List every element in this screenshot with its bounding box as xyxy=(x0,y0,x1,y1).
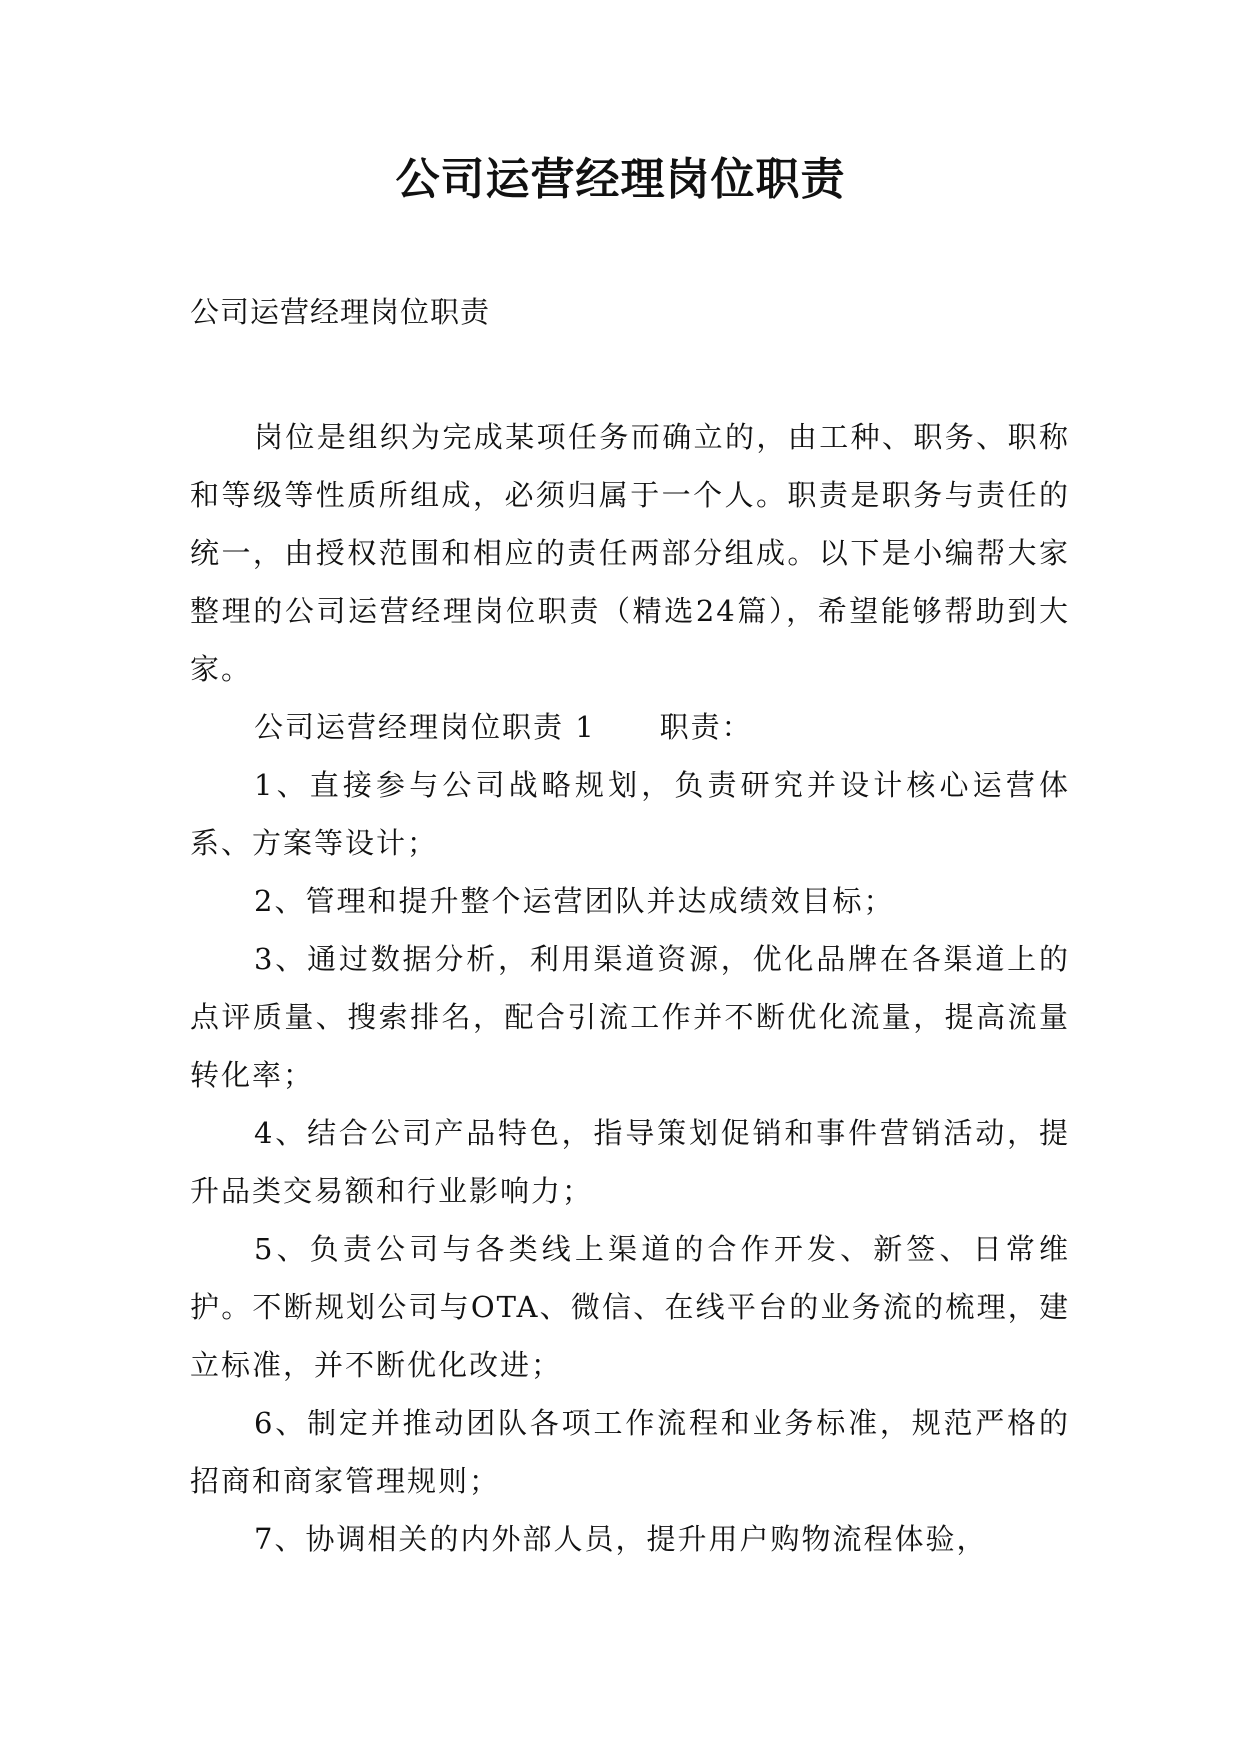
duty-item-4: 4、结合公司产品特色，指导策划促销和事件营销活动，提升品类交易额和行业影响力； xyxy=(190,1116,1070,1208)
section-heading-line xyxy=(190,698,1070,756)
duty-item-2: 2、管理和提升整个运营团队并达成绩效目标； xyxy=(254,884,895,918)
intro-paragraph: 岗位是组织为完成某项任务而确立的，由工种、职务、职称和等级等性质所组成，必须归属于一个人。职责是职务与责任的统一，由授权范围和相应的责任两部分组成。以下是小编帮大家整理的公司运营经理岗位职责（精选24篇），希望能够帮助到大家。 xyxy=(190,420,1070,686)
section-label: 职责： xyxy=(659,710,753,744)
duty-item-7: 7、协调相关的内外部人员，提升用户购物流程体验， xyxy=(254,1522,988,1556)
document-title: 公司运营经理岗位职责 xyxy=(395,154,846,205)
document-subtitle: 公司运营经理岗位职责 xyxy=(190,295,491,329)
duty-item-1: 1、直接参与公司战略规划，负责研究并设计核心运营体系、方案等设计； xyxy=(190,768,1070,860)
section-heading: 公司运营经理岗位职责 1 xyxy=(254,710,596,744)
duty-item-6: 6、制定并推动团队各项工作流程和业务标准，规范严格的招商和商家管理规则； xyxy=(190,1406,1070,1498)
duty-item-5: 5、负责公司与各类线上渠道的合作开发、新签、日常维护。不断规划公司与OTA、微信、在线平台的业务流的梳理，建立标准，并不断优化改进； xyxy=(190,1232,1070,1382)
document-body xyxy=(190,408,1070,1568)
duty-item-3: 3、通过数据分析，利用渠道资源，优化品牌在各渠道上的点评质量、搜索排名，配合引流工作并不断优化流量，提高流量转化率； xyxy=(190,942,1070,1092)
